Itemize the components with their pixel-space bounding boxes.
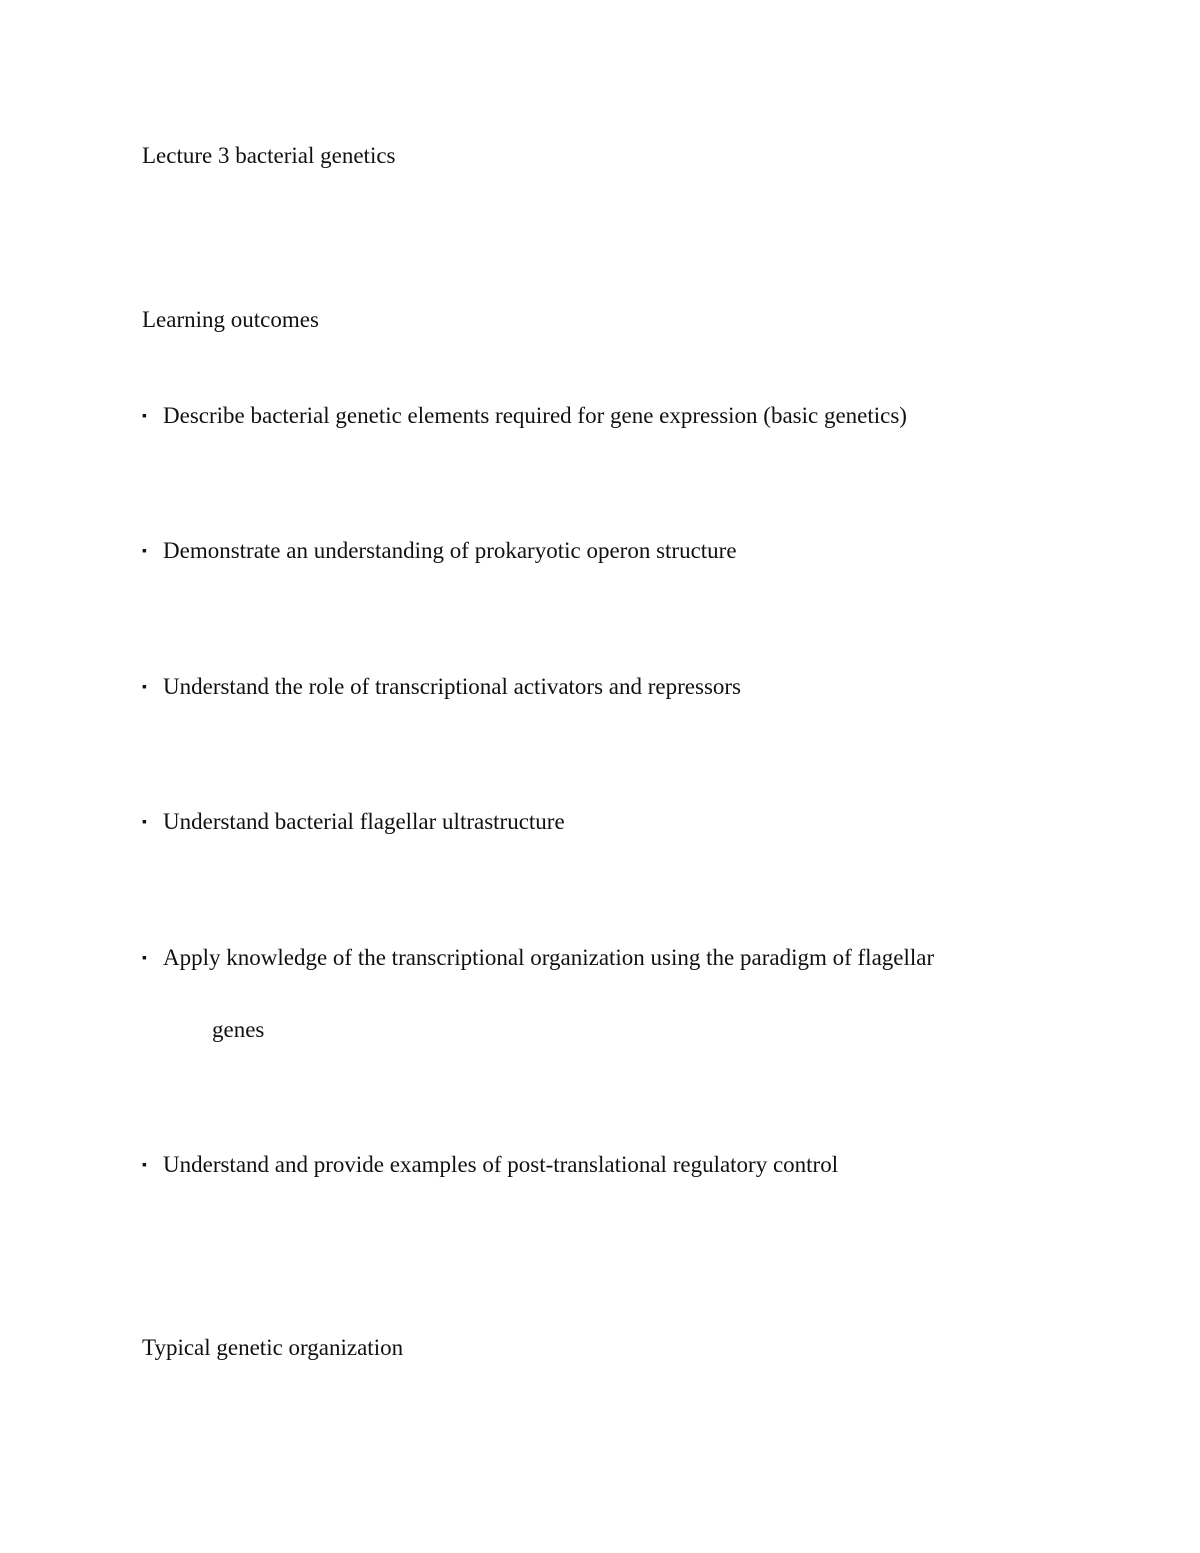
bullet-icon: ▪ [142, 544, 147, 559]
learning-outcome-text: Describe bacterial genetic elements required for gene expression (basic genetics) [163, 403, 907, 428]
bullet-icon: ▪ [142, 1158, 147, 1173]
learning-outcome-text: Apply knowledge of the transcriptional organization using the paradigm of flagellar [163, 945, 935, 970]
learning-outcome-item [142, 536, 737, 567]
learning-outcome-continuation: genes [212, 1017, 265, 1042]
learning-outcome-text: Understand and provide examples of post-translational regulatory control [163, 1152, 839, 1177]
learning-outcome-text: Understand the role of transcriptional activators and repressors [163, 674, 741, 699]
typical-genetic-organization-heading: Typical genetic organization [142, 1335, 404, 1360]
learning-outcome-item [142, 672, 741, 703]
learning-outcome-item [142, 943, 934, 974]
bullet-icon: ▪ [142, 680, 147, 695]
learning-outcome-item [142, 1150, 838, 1181]
learning-outcomes-heading: Learning outcomes [142, 307, 319, 332]
learning-outcome-text: Understand bacterial flagellar ultrastructure [163, 809, 565, 834]
learning-outcome-item [142, 401, 907, 432]
bullet-icon: ▪ [142, 409, 147, 424]
learning-outcome-text: Demonstrate an understanding of prokaryotic operon structure [163, 538, 737, 563]
learning-outcome-item [142, 807, 565, 838]
bullet-icon: ▪ [142, 815, 147, 830]
page-title: Lecture 3 bacterial genetics [142, 143, 396, 168]
bullet-icon: ▪ [142, 951, 147, 966]
